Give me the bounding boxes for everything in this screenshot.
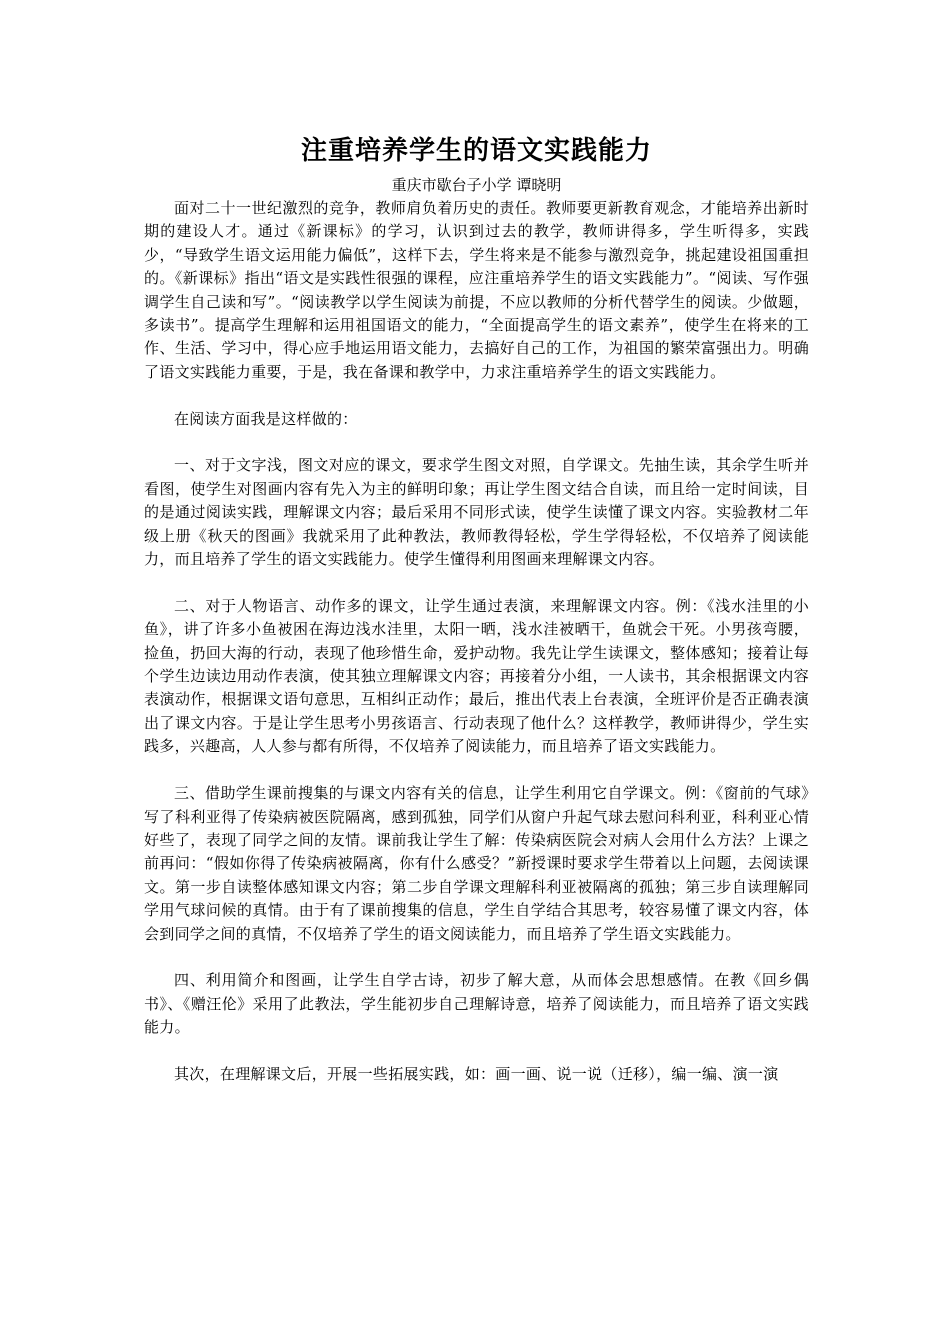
- paragraph-gap: [144, 431, 809, 454]
- extension-paragraph: 其次，在理解课文后，开展一些拓展实践，如：画一画、说一说（迁移），编一编、演一演: [174, 1064, 779, 1083]
- method-two-paragraph: 二、对于人物语言、动作多的课文，让学生通过表演，来理解课文内容。例：《浅水洼里的小鱼》，讲了许多小鱼被困在海边浅水洼里，太阳一晒，浅水洼被晒干，鱼就会干死。小男孩弯腰，捡鱼，扔回大海的行动，表现了他珍惜生命，爱护动物。我先让学生读课文，整体感知；接着让每个学生边读边用动作表演，使其独立理解课文内容；再接着分小组，一人读书，其余根据课文内容表演动作，根据课文语句意思，互相纠正动作；最后，推出代表上台表演，全班评价是否正确表演出了课文内容。于是让学生思考小男孩语言、行动表现了他什么？这样教学，教师讲得少，学生实践多，兴趣高，人人参与都有所得，不仅培养了阅读能力，而且培养了语文实践能力。: [144, 596, 809, 756]
- paragraph-gap: [144, 1040, 809, 1063]
- paragraph-gap: [144, 759, 809, 782]
- method-three-paragraph: 三、借助学生课前搜集的与课文内容有关的信息，让学生利用它自学课文。例：《窗前的气球》写了科利亚得了传染病被医院隔离，感到孤独，同学们从窗户升起气球去慰问科利亚，科利亚心情好些了，表现了同学之间的友情。课前我让学生了解：传染病医院会对病人会用什么方法？上课之前再问：“假如你得了传染病被隔离，你有什么感受？”新授课时要求学生带着以上问题，去阅读课文。第一步自读整体感知课文内容；第二步自学课文理解科利亚被隔离的孤独；第三步自读理解同学用气球问候的真情。由于有了课前搜集的信息，学生自学结合其思考，较容易懂了课文内容，体会到同学之间的真情，不仅培养了学生的语文阅读能力，而且培养了学生语文实践能力。: [144, 784, 809, 943]
- reading-section-heading: 在阅读方面我是这样做的：: [174, 409, 358, 428]
- paragraph-gap: [144, 384, 809, 407]
- method-four-paragraph: 四、利用简介和图画，让学生自学古诗，初步了解大意，从而体会思想感情。在教《回乡偶书》、《赠汪伦》采用了此教法，学生能初步自己理解诗意，培养了阅读能力，而且培养了语文实践能力。: [144, 971, 809, 1037]
- document-page: [144, 130, 809, 1086]
- paragraph-gap: [144, 571, 809, 594]
- document-title: 注重培养学生的语文实践能力: [300, 136, 652, 166]
- method-one-paragraph: 一、对于文字浅，图文对应的课文，要求学生图文对照，自学课文。先抽生读，其余学生听并看图，使学生对图画内容有先入为主的鲜明印象；再让学生图文结合自读，而且给一定时间读，目的是通过阅读实践，理解课文内容；最后采用不同形式读，使学生读懂了课文内容。实验教材二年级上册《秋天的图画》我就采用了此种教法，教师教得轻松，学生学得轻松，不仅培养了阅读能力，而且培养了学生的语文实践能力。使学生懂得利用图画来理解课文内容。: [144, 456, 809, 569]
- intro-paragraph: 面对二十一世纪激烈的竞争，教师肩负着历史的责任。教师要更新教育观念，才能培养出新时期的建设人才。通过《新课标》的学习，认识到过去的教学，教师讲得多，学生听得多，实践少，“导致学生语文运用能力偏低”，这样下去，学生将来是不能参与激烈竞争，挑起建设祖国重担的。《新课标》指出“语文是实践性很强的课程，应注重培养学生的语文实践能力”。“阅读、写作强调学生自己读和写”。“阅读教学以学生阅读为前提，不应以教师的分析代替学生的阅读。少做题，多读书”。提高学生理解和运用祖国语文的能力，“全面提高学生的语文素养”，使学生在将来的工作、生活、学习中，得心应手地运用语文能力，去搞好自己的工作，为祖国的繁荣富强出力。明确了语文实践能力重要，于是，我在备课和教学中，力求注重培养学生的语文实践能力。: [144, 199, 809, 381]
- paragraph-gap: [144, 946, 809, 969]
- author-line: 重庆市歇台子小学 谭晓明: [391, 176, 562, 194]
